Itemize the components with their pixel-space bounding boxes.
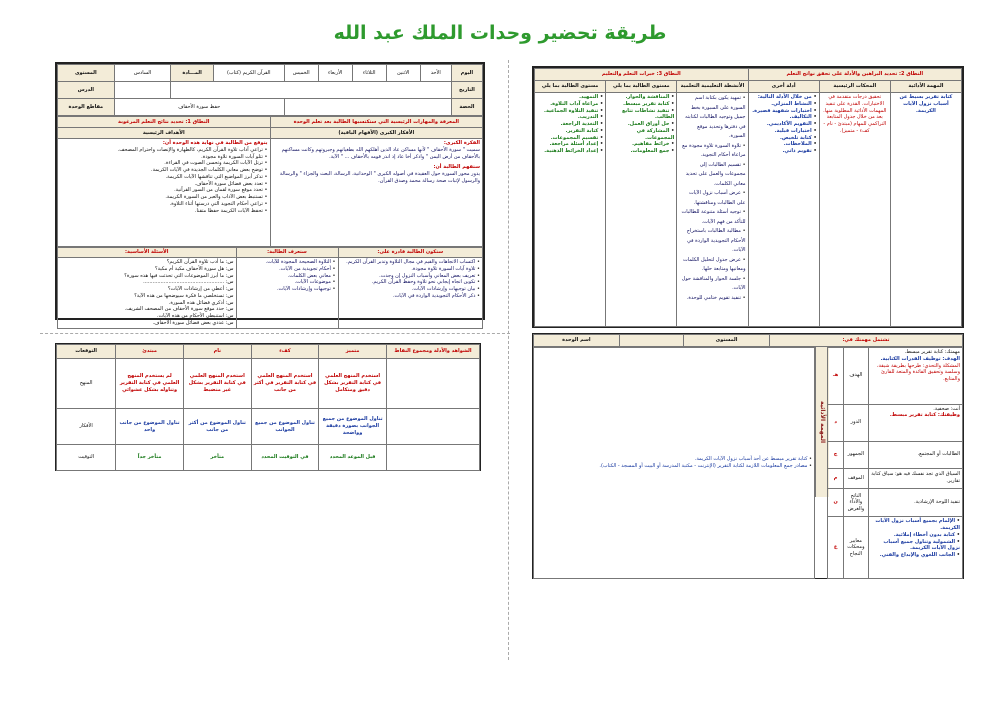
list-item: • كتابة تقرير مبسط عن أحد أسباب نزول الآيات الكريمة. [536, 456, 812, 463]
know-header: ستعرف الطالبة: [236, 248, 338, 258]
list-item: • كتابة بدون أخطاء إملائية. [871, 532, 961, 539]
student-level-1-cell [535, 93, 606, 327]
grasps-content [868, 348, 963, 405]
list-item: • التكاليف. [751, 114, 817, 121]
rubric-sheet [55, 343, 481, 471]
col-task: المهمة الأدائية [890, 81, 961, 93]
list-item: • توضح بعض معاني الكلمات الجديدة في الآيات الكريمة. [60, 167, 268, 174]
list-item: • بيان توجيهات وإرشادات الآيات. [341, 286, 481, 293]
understand-text: يدور محور السورة حول العقيدة في أصوله الكبرى " الوحدانية، الرسالة، البعث والجزاء " والرسالة والرسول لإثبات صحة رسالة محمد وصدق القرآن. [279, 171, 480, 184]
day-label: اليوم [451, 65, 482, 82]
grasps-letter: هـ [828, 348, 844, 405]
unit-value: حفظ سورة الأحقاف [114, 99, 284, 116]
question: س: ما أبرز الموضوعات التي تحدثت فيها هذه سورة؟ [124, 272, 234, 279]
able-cell [338, 258, 483, 329]
task-header: تشتمل مهمتك في: [769, 335, 962, 347]
grasps-letter: م [828, 468, 844, 488]
list-item: • تعدد بعض فضائل سورة الأحقاف. [60, 181, 268, 188]
grasps-line: المشكلة والتحدي: طرحها بطريقة شيقة، وسلسة وتحقيق الفائدة والمتعة للقارئ والمتابع. [876, 362, 960, 382]
grasps-letter: ج [828, 441, 844, 468]
list-item: • إعداد أسئلة مراجعة. [537, 141, 603, 148]
list-item: • مطالبة الطالبات باستخراج الأحكام التجويدية الواردة في الآيات. [679, 227, 745, 256]
list-item: • الجانب اللغوي والإبداع والفني. [871, 552, 961, 559]
list-item: • التدريب. [537, 114, 603, 121]
list-item: • حل أوراق العمل. [608, 121, 674, 128]
period-label: الحصة [451, 99, 482, 116]
list-item: • تحدد موقع سورة لقمان من السور القرآنية. [60, 187, 268, 194]
list-item: • تكوين اتجاه إيجابي نحو تلاوة وحفظ القرآن الكريم. [341, 279, 481, 286]
list-item: • تحفظ الآيات الكريمة حفظا متقنا. [60, 208, 268, 215]
list-item: • مراعاة آداب التلاوة. [537, 101, 603, 108]
list-item: • تنفيذ تقويم ختامي للوحدة. [679, 294, 745, 304]
col-activities: الأنشطة التعليمية التعلمية [677, 81, 748, 93]
unit-label: مقاطع الوحدة [58, 99, 115, 116]
rubric-cell: استخدم المنهج العلمي في كتابة التقرير بشكل دقيق ومتكامل [319, 359, 387, 409]
list-item: • أحكام تجويدية من الآيات. [239, 266, 336, 273]
stage1-header: النطاق 1: تحديد نتائج التعلم المرغوبة [58, 117, 271, 128]
list-item: • تراعي أحكام التجويد التي درستها أثناء التلاوة. [60, 201, 268, 208]
list-item: • كتابة تقرير مبسط. [608, 101, 674, 108]
rubric-row-label: التوقيت [57, 445, 116, 471]
lesson-label: الدرس [58, 82, 115, 99]
list-item: • ذكر الأحكام التجويدية الواردة في الآيات. [341, 293, 481, 300]
grasps-letter: ع [828, 517, 844, 579]
rubric-cell: قبل الموعد المحدد [319, 445, 387, 471]
list-item: • جلسة الحوار والمناقشة حول الآيات. [679, 275, 745, 294]
list-item: • المشاركة في المجموعات. [608, 128, 674, 142]
vertical-divider [508, 60, 509, 660]
list-item: • الشمولية وتناول جميع أسباب نزول الآيات الكريمة. [871, 539, 961, 553]
list-item: • تذكر أبرز المواضيع التي تناقشها الآيات الكريمة. [60, 174, 268, 181]
list-item: • تتلو آيات السورة تلاوة مجودة. [60, 154, 268, 161]
rubric-header-expectations: التوقعات [57, 345, 116, 359]
list-item: • خرائط مفاهيم. [608, 141, 674, 148]
question: س: هل سورة الأحقاف مكية أم مكية؟ [154, 265, 234, 272]
question: س: ما أدب تلاوة القرآن الكريم؟ [166, 259, 234, 265]
list-item: • تعريف بعض المعاني وأسباب النزول إن وجدت. [341, 273, 481, 280]
list-item: • من خلال الأدلة التالية: [751, 94, 817, 101]
big-idea-text: سميت " سورة الأحقاف " لأنها مساكن عاد الذين أهلكهم الله بطغيانهم وجبروتهم وكانت مساكنهم بالأحقاف من أرض اليمن " واذكر أخا عاد إذ انذر قومه بالأحقاف ... " الآية. [281, 146, 480, 160]
rubric-cell: تناول الموضوع من أكثر من جانب [183, 409, 251, 445]
performance-task-sidebar: المهمة الأدائية [815, 347, 829, 497]
rubric-header-competent: كفء [251, 345, 319, 359]
know-cell [236, 258, 338, 329]
rubric-header-developing: نام [183, 345, 251, 359]
grasps-label: الهدف [844, 348, 868, 405]
list-item: • تلاوة آيات السورة تلاوة مجودة. [341, 266, 481, 273]
grasps-label: الجمهور [844, 441, 868, 468]
big-ideas-header: الأفكار الكبرى (الأفهام الباقية) [270, 128, 483, 139]
level-value: السادس [114, 65, 171, 82]
activities-cell [677, 93, 748, 327]
rubric-cell: متأخر جداً [116, 445, 184, 471]
horizontal-divider [40, 333, 510, 334]
list-item: • التقويم الأكاديمي. [751, 121, 817, 128]
grasps-content [868, 517, 963, 579]
list-item: • اختبارات قبلية. [751, 128, 817, 135]
rubric-header-evidence: الشواهد والأدلة ومجموع النقاط [386, 345, 479, 359]
question: س: عددي بعض فضائل سورة الأحقاف. [152, 319, 234, 326]
grasps-content [868, 404, 963, 441]
big-idea-title: الفكرة الكبرى: [443, 140, 480, 146]
grasps-letter: د [828, 404, 844, 441]
question: س: استنبطي الأحكام من هذه الآيات. [156, 313, 234, 319]
list-item: • التغذية الراجعة. [537, 121, 603, 128]
list-item: • التمهيد. [537, 94, 603, 101]
rubric-cell: تناول الموضوع من جميع الجوانب بصورة دقيقة وواضحة [319, 409, 387, 445]
list-item: • عرض جدول لتحليل الكلمات ومعانيها ومتابعة حلها. [679, 256, 745, 275]
rubric-cell: متأخر [183, 445, 251, 471]
grasps-label: الموقف [844, 468, 868, 488]
list-item: • تقويم ذاتي. [751, 148, 817, 155]
grasps-content: الطالبات أو المجتمع. [868, 441, 963, 468]
grasps-line: مهمتك: كتابة تقرير مبسط. [904, 349, 960, 355]
questions-header: الأسئلة الأساسية: [58, 248, 237, 258]
day-cell: الأحد [420, 65, 451, 82]
rubric-cell: تناول الموضوع من جميع الجوانب [251, 409, 319, 445]
list-item: • جمع المعلومات. [608, 148, 674, 155]
list-item: • تقسيم الطالبات إلى مجموعات والعمل على تحديد معاني الكلمات. [679, 161, 745, 190]
list-item: • اختبارات شفهية قصيرة. [751, 108, 817, 115]
grasps-line: أنت: صحفية. [933, 405, 960, 412]
page-title: طريقة تحضير وحدات الملك عبد الله [333, 22, 667, 44]
list-item: • المناقشة والحوار. [608, 94, 674, 101]
list-item: • تلاوة السورة تلاوة مجودة مع مراعاة أحكام التجويد. [679, 142, 745, 161]
day-cell: الثلاثاء [352, 65, 386, 82]
task-sheet [532, 333, 964, 579]
expected-list [60, 147, 268, 215]
notes-cell [534, 348, 815, 579]
list-item: • كتابة تلخيص. [751, 135, 817, 142]
grasps-line: الهدف: توظيف القدرات الكتابية. [880, 355, 960, 362]
list-item: • تراعي آداب تلاوة القرآن الكريم، كالطهارة والإنصات واحترام المصحف. [60, 147, 268, 154]
grasps-letter: ن [828, 488, 844, 517]
day-cell: الاثنين [386, 65, 420, 82]
col-criteria: المحكات الرئيسية [819, 81, 890, 93]
stage2-header: النطاق 2: تحديد البراهين والأدلة على تحقق نواتج التعلم [748, 69, 961, 81]
grasps-label: الناتج والأداء والغرض [844, 488, 868, 517]
rubric-row-label: الأفكار [57, 409, 116, 445]
list-item: • توجيهات وإرشادات الآيات. [239, 286, 336, 293]
list-item: • توجيه أسئلة متنوعة للطالبات للتأكد من فهم الآيات. [679, 208, 745, 227]
course-name: القرآن الكريم (كتاب) [213, 65, 284, 82]
other-evidence-cell [748, 93, 819, 327]
list-item: • كتابة التقرير. [537, 128, 603, 135]
grasps-content: تنفيذ اللوحة الإرشادية. [868, 488, 963, 517]
col-other: أدلة أخرى [748, 81, 819, 93]
stage3-header: النطاق 3: خبرات التعلم والتعليم [535, 69, 749, 81]
rubric-cell: استخدم المنهج العلمي في كتابة التقرير في أكثر من جانب [251, 359, 319, 409]
student-level-2-cell [606, 93, 677, 327]
rubric-cell: تناول الموضوع من جانب واحد [116, 409, 184, 445]
understand-title: ستفهم الطالبة أن: [433, 164, 480, 171]
day-cell: الأربعاء [318, 65, 352, 82]
questions-cell [58, 258, 237, 329]
question: س: أعطي من إرشادات الآيات؟ [167, 286, 234, 292]
list-item: • تنفيذ التلاوة الجماعية. [537, 108, 603, 115]
able-header: ستكون الطالبة قادرة على: [338, 248, 483, 258]
subject-label: المـــادة [171, 65, 214, 82]
grasps-label: معايير ومحكات النجاح [844, 517, 868, 579]
expected-title: يتوقع من الطالبة في نهاية هذه الوحدة أن: [162, 140, 268, 146]
col-student-1: مستوى الطالبة بما يلي [535, 81, 606, 93]
criteria-cell: تحقيق درجات متقدمة في الاختبارات. القدرة على تنفيذ المهمات الأدائية المطلوبة منها. بعد من خلال جدول المتابعة التراكمي للمهام (مبتدئ - نام - كفء - متميز). [819, 93, 890, 327]
grasps-line: وظيفتك: كتابة تقرير مبسط. [889, 412, 960, 419]
level-label: المستوى [58, 65, 115, 82]
question: س: حدد موقع سورة الأحقاف من المصحف الشريف. [124, 306, 234, 313]
question: س: ................................................... [143, 279, 234, 286]
stage2-3-sheet [532, 66, 964, 328]
day-cell: الخميس [284, 65, 318, 82]
list-item: • موضوعات الآيات. [239, 279, 336, 286]
list-item: • النشاط المنزلي. [751, 101, 817, 108]
rubric-cell: في التوقيت المحدد [251, 445, 319, 471]
rubric-cell: استخدم المنهج العلمي في كتابة التقرير بشكل غير منضبط [183, 359, 251, 409]
expected-cell [58, 139, 271, 247]
list-item: • إعداد الخرائط الذهنية. [537, 148, 603, 155]
list-item: • الملاحظات. [751, 141, 817, 148]
goals-header: الأهداف الرئيسية [58, 128, 271, 139]
stage1-sheet [55, 62, 485, 326]
list-item: • تقسيم المجموعات. [537, 135, 603, 142]
rubric-header-excellent: متميز [319, 345, 387, 359]
list-item: • مصادر جمع المعلومات اللازمة لكتابة التقرير (الإنترنت - مكتبة المدرسة أو البيت أو المسجد - الكتاب). [536, 463, 812, 470]
rubric-header-beginner: مبتدئ [116, 345, 184, 359]
list-item: • عرض أسباب نزول الآيات على الطالبات ومناقشتها. [679, 189, 745, 208]
big-ideas-cell [270, 139, 483, 247]
rubric-cell: لم يستخدم المنهج العلمي في كتابة التقرير وتناوله بشكل عشوائي [116, 359, 184, 409]
list-item: • ترتل الآيات الكريمة وتحسن الصوت في القراءة. [60, 160, 268, 167]
list-item: • تمهيد يكون بكتابة اسم السورة على السبورة بخط جميل وتوجيه الطالبات لكتابته في دفترها وتحديد موقع السورة. [679, 94, 745, 142]
list-item: • تنفيذ نشاطات تتابع الطالب. [608, 108, 674, 122]
grasps-content: السياق الذي تجد نفسك فيه هو: سياق كتابة تقارير. [868, 468, 963, 488]
grasps-label: الدور [844, 404, 868, 441]
list-item: • التلاوة الصحيحة المجودة للآيات. [239, 259, 336, 266]
unit-header: اسم الوحدة [534, 335, 620, 347]
rubric-row-label: المنهج [57, 359, 116, 409]
level-header: المستوى [684, 335, 770, 347]
list-item: • الإلمام بجميع أسباب نزول الآيات الكريمة. [871, 518, 961, 532]
list-item: • تستنبط بعض الآداب والعبر من السورة الكريمة. [60, 194, 268, 201]
list-item: • اكتساب الاتجاهات والقيم في مجال التلاوة وتدبر القرآن الكريم. [341, 259, 481, 266]
question: س: أذكري فضائل هذه السورة. [168, 299, 234, 306]
knowledge-header: المعرفة والمهارات الرئيسية التي ستكتسبها الطالبة بعد تعلم الوحدة [270, 117, 483, 128]
date-label: التاريخ [451, 82, 482, 99]
question: س: تستخلصي ما فكرة سيوضحها من هذه الآية؟ [134, 292, 234, 299]
task-cell: كتابة تقرير بسيط عن أسباب نزول الآيات الكريمة. [890, 93, 961, 327]
list-item: • معاني بعض الكلمات. [239, 273, 336, 280]
col-student-2: مستوى الطالبة بما يلي [606, 81, 677, 93]
